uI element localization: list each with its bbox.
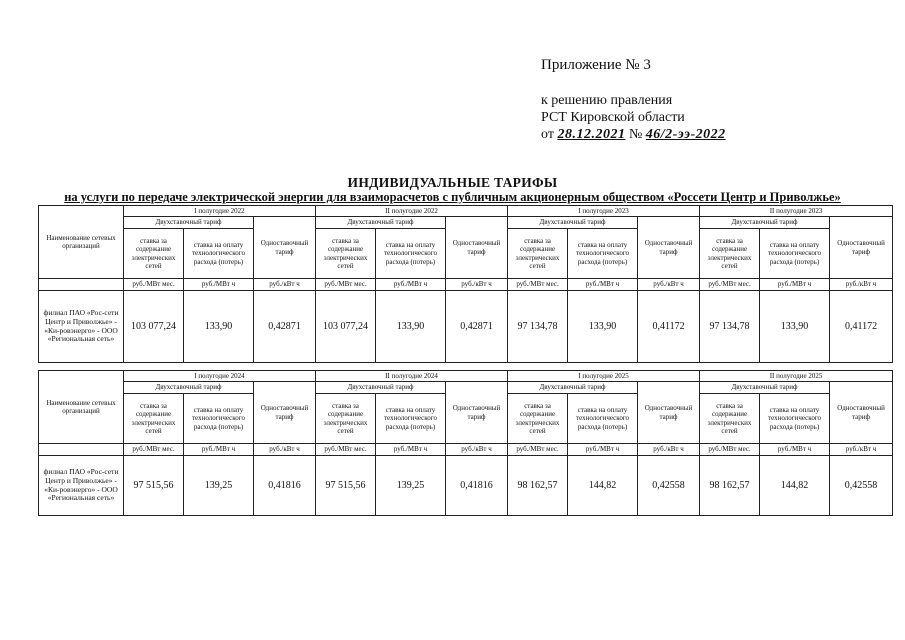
period-header: I полугодие 2025 [508, 371, 700, 382]
single-rate-header: Одноставочный тариф [638, 217, 700, 279]
value-cell: 0,41172 [638, 291, 700, 363]
tariff-table-1 [38, 205, 893, 363]
value-cell: 103 077,24 [316, 291, 376, 363]
two-rate-header: Двухставочный тариф [124, 382, 254, 394]
value-cell: 103 077,24 [124, 291, 184, 363]
unit-label: руб./МВт ч [184, 279, 254, 291]
decision-line-2: РСТ Кировской области [541, 110, 685, 125]
unit-label: руб./кВт ч [446, 279, 508, 291]
document-subtitle: на услуги по передаче электрической энергии для взаиморасчетов с публичным акционерным обществом «Россети Центр и Приволжье» [64, 190, 841, 204]
value-cell: 133,90 [376, 291, 446, 363]
unit-label: руб./МВт ч [568, 279, 638, 291]
unit-label: руб./МВт мес. [124, 279, 184, 291]
single-rate-header: Одноставочный тариф [638, 382, 700, 444]
period-header: I полугодие 2023 [508, 206, 700, 217]
maintenance-rate-header: ставка за содержание электрических сетей [124, 394, 184, 444]
unit-label: руб./МВт мес. [508, 444, 568, 456]
period-header: II полугодие 2024 [316, 371, 508, 382]
two-rate-header: Двухставочный тариф [316, 217, 446, 229]
unit-label: руб./МВт ч [376, 444, 446, 456]
maintenance-rate-header: ставка за содержание электрических сетей [316, 229, 376, 279]
decision-date: 28.12.2021 [557, 127, 626, 142]
unit-label: руб./кВт ч [254, 444, 316, 456]
loss-rate-header: ставка на оплату технологического расхода (потерь) [760, 229, 830, 279]
value-cell: 97 515,56 [316, 456, 376, 516]
maintenance-rate-header: ставка за содержание электрических сетей [508, 229, 568, 279]
empty-cell [39, 444, 124, 456]
single-rate-header: Одноставочный тариф [830, 382, 893, 444]
period-header: I полугодие 2024 [124, 371, 316, 382]
unit-label: руб./кВт ч [638, 444, 700, 456]
two-rate-header: Двухставочный тариф [316, 382, 446, 394]
value-cell: 0,42558 [830, 456, 893, 516]
unit-label: руб./МВт мес. [124, 444, 184, 456]
loss-rate-header: ставка на оплату технологического расхода (потерь) [376, 229, 446, 279]
value-cell: 139,25 [184, 456, 254, 516]
unit-label: руб./МВт ч [184, 444, 254, 456]
value-cell: 97 134,78 [508, 291, 568, 363]
value-cell: 144,82 [568, 456, 638, 516]
value-cell: 133,90 [568, 291, 638, 363]
decision-line-3 [541, 126, 726, 143]
unit-label: руб./МВт мес. [316, 444, 376, 456]
unit-label: руб./МВт ч [568, 444, 638, 456]
single-rate-header: Одноставочный тариф [446, 217, 508, 279]
loss-rate-header: ставка на оплату технологического расхода (потерь) [760, 394, 830, 444]
loss-rate-header: ставка на оплату технологического расхода (потерь) [568, 394, 638, 444]
value-cell: 133,90 [760, 291, 830, 363]
tariff-table-2 [38, 370, 893, 516]
maintenance-rate-header: ставка за содержание электрических сетей [508, 394, 568, 444]
single-rate-header: Одноставочный тариф [830, 217, 893, 279]
unit-label: руб./МВт ч [376, 279, 446, 291]
unit-label: руб./кВт ч [446, 444, 508, 456]
decision-prefix: от [541, 127, 554, 142]
value-cell: 0,41816 [446, 456, 508, 516]
maintenance-rate-header: ставка за содержание электрических сетей [124, 229, 184, 279]
two-rate-header: Двухставочный тариф [124, 217, 254, 229]
unit-label: руб./МВт мес. [508, 279, 568, 291]
single-rate-header: Одноставочный тариф [254, 382, 316, 444]
unit-label: руб./МВт мес. [316, 279, 376, 291]
loss-rate-header: ставка на оплату технологического расхода (потерь) [184, 394, 254, 444]
maintenance-rate-header: ставка за содержание электрических сетей [700, 229, 760, 279]
two-rate-header: Двухставочный тариф [700, 217, 830, 229]
single-rate-header: Одноставочный тариф [254, 217, 316, 279]
org-header: Наименование сетевых организаций [39, 206, 124, 279]
empty-cell [39, 279, 124, 291]
value-cell: 97 134,78 [700, 291, 760, 363]
value-cell: 98 162,57 [700, 456, 760, 516]
period-header: II полугодие 2022 [316, 206, 508, 217]
value-cell: 0,41816 [254, 456, 316, 516]
period-header: II полугодие 2023 [700, 206, 893, 217]
unit-label: руб./МВт ч [760, 444, 830, 456]
org-header: Наименование сетевых организаций [39, 371, 124, 444]
unit-label: руб./МВт мес. [700, 444, 760, 456]
value-cell: 133,90 [184, 291, 254, 363]
period-header: II полугодие 2025 [700, 371, 893, 382]
decision-reference [541, 92, 726, 143]
two-rate-header: Двухставочный тариф [700, 382, 830, 394]
appendix-number: Приложение № 3 [541, 57, 651, 73]
value-cell: 0,41172 [830, 291, 893, 363]
maintenance-rate-header: ставка за содержание электрических сетей [700, 394, 760, 444]
two-rate-header: Двухставочный тариф [508, 217, 638, 229]
unit-label: руб./кВт ч [830, 444, 893, 456]
unit-label: руб./кВт ч [254, 279, 316, 291]
unit-label: руб./МВт мес. [700, 279, 760, 291]
value-cell: 144,82 [760, 456, 830, 516]
decision-line-1: к решению правления [541, 93, 673, 108]
loss-rate-header: ставка на оплату технологического расхода (потерь) [376, 394, 446, 444]
single-rate-header: Одноставочный тариф [446, 382, 508, 444]
loss-rate-header: ставка на оплату технологического расхода (потерь) [568, 229, 638, 279]
unit-label: руб./кВт ч [830, 279, 893, 291]
decision-number: 46/2-ээ-2022 [645, 127, 726, 142]
unit-label: руб./кВт ч [638, 279, 700, 291]
value-cell: 139,25 [376, 456, 446, 516]
two-rate-header: Двухставочный тариф [508, 382, 638, 394]
organization-name: филиал ПАО «Рос-сети Центр и Приволжье» - «Ки-ровэнерго» - ООО «Региональная сеть» [39, 456, 124, 516]
unit-label: руб./МВт ч [760, 279, 830, 291]
maintenance-rate-header: ставка за содержание электрических сетей [316, 394, 376, 444]
period-header: I полугодие 2022 [124, 206, 316, 217]
value-cell: 0,42558 [638, 456, 700, 516]
loss-rate-header: ставка на оплату технологического расхода (потерь) [184, 229, 254, 279]
decision-number-sign: № [628, 127, 643, 142]
value-cell: 97 515,56 [124, 456, 184, 516]
value-cell: 0,42871 [254, 291, 316, 363]
value-cell: 98 162,57 [508, 456, 568, 516]
value-cell: 0,42871 [446, 291, 508, 363]
organization-name: филиал ПАО «Рос-сети Центр и Приволжье» - «Ки-ровэнерго» - ООО «Региональная сеть» [39, 291, 124, 363]
document-title: ИНДИВИДУАЛЬНЫЕ ТАРИФЫ [347, 175, 558, 190]
